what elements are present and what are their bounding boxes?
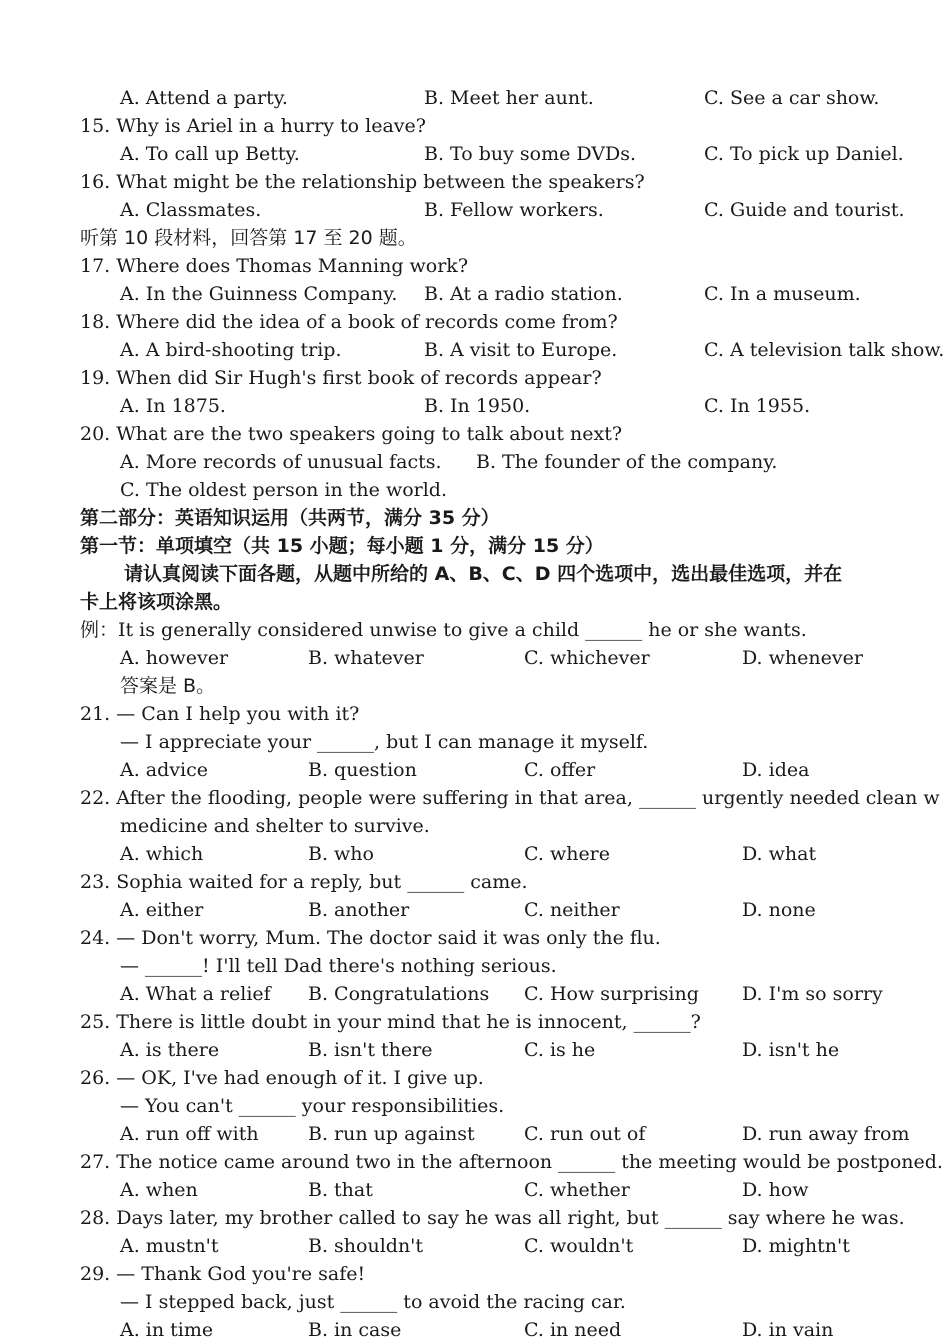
q23-options [0,896,950,924]
q27-option-b: B. that [308,1179,373,1201]
q26-option-c: C. run out of [524,1123,646,1145]
q17-option-c: C. In a museum. [704,283,861,305]
part-two-heading-text: 第二部分：英语知识运用（共两节，满分 35 分） [80,507,500,529]
q26-option-b: B. run up against [308,1123,475,1145]
q29-stem-2-text: — I stepped back, just ______ to avoid the racing car. [120,1291,626,1313]
q18-option-b: B. A visit to Europe. [424,339,618,361]
q15-options [0,140,950,168]
q14-options [0,84,950,112]
q26-option-d: D. run away from [742,1123,910,1145]
example-option-d: D. whenever [742,647,863,669]
q18-stem [0,308,950,336]
q22-options [0,840,950,868]
q21-stem-2-text: — I appreciate your ______, but I can manage it myself. [120,731,649,753]
section-one-instruction [0,560,950,588]
q22-stem-text: 22. After the flooding, people were suffering in that area, ______ urgently needed clean w [80,787,940,809]
q29-option-a: A. in time [120,1319,214,1341]
q29-option-d: D. in vain [742,1319,834,1341]
q23-option-a: A. either [120,899,204,921]
q29-stem [0,1260,950,1288]
q25-option-b: B. isn't there [308,1039,433,1061]
q20-options-ab [0,448,950,476]
example-stem [0,616,950,644]
q23-option-d: D. none [742,899,816,921]
q27-option-c: C. whether [524,1179,630,1201]
q23-option-b: B. another [308,899,410,921]
q14-option-b: B. Meet her aunt. [424,87,594,109]
section-one-instruction-cont [0,588,950,616]
q22-stem-2 [0,812,950,840]
q16-stem [0,168,950,196]
q19-stem-text: 19. When did Sir Hugh's first book of records appear? [80,367,602,389]
q29-stem-2 [0,1288,950,1316]
q14-option-c: C. See a car show. [704,87,880,109]
q15-stem [0,112,950,140]
q27-option-d: D. how [742,1179,809,1201]
q20-stem-text: 20. What are the two speakers going to talk about next? [80,423,623,445]
q15-option-b: B. To buy some DVDs. [424,143,637,165]
q29-stem-text: 29. — Thank God you're safe! [80,1263,366,1285]
q15-stem-text: 15. Why is Ariel in a hurry to leave? [80,115,426,137]
q20-option-a: A. More records of unusual facts. [120,451,442,473]
q24-stem-text: 24. — Don't worry, Mum. The doctor said it was only the flu. [80,927,661,949]
q21-stem-2 [0,728,950,756]
q16-stem-text: 16. What might be the relationship between the speakers? [80,171,645,193]
q15-option-a: A. To call up Betty. [120,143,300,165]
q24-stem [0,924,950,952]
q28-option-d: D. mightn't [742,1235,850,1257]
q21-stem [0,700,950,728]
q28-option-b: B. shouldn't [308,1235,424,1257]
q28-option-a: A. mustn't [120,1235,219,1257]
q18-stem-text: 18. Where did the idea of a book of records come from? [80,311,618,333]
example-option-c: C. whichever [524,647,650,669]
example-options [0,644,950,672]
q27-stem-text: 27. The notice came around two in the afternoon ______ the meeting would be postponed. [80,1151,943,1173]
q14-option-a: A. Attend a party. [120,87,288,109]
q25-stem-text: 25. There is little doubt in your mind that he is innocent, ______? [80,1011,701,1033]
q26-option-a: A. run off with [120,1123,259,1145]
q16-option-b: B. Fellow workers. [424,199,604,221]
q26-stem-2-text: — You can't ______ your responsibilities. [120,1095,505,1117]
example-stem-text: 例：It is generally considered unwise to give a child ______ he or she wants. [80,619,807,641]
q20-options-c [0,476,950,504]
q22-option-b: B. who [308,843,374,865]
material-10-instruction [0,224,950,252]
q22-option-c: C. where [524,843,611,865]
q19-option-c: C. In 1955. [704,395,811,417]
q24-option-a: A. What a relief [120,983,271,1005]
q24-option-d: D. I'm so sorry [742,983,883,1005]
q16-option-c: C. Guide and tourist. [704,199,905,221]
q19-option-b: B. In 1950. [424,395,531,417]
q26-stem [0,1064,950,1092]
q29-options [0,1316,950,1344]
section-one-instruction-cont-text: 卡上将该项涂黑。 [80,591,233,613]
q18-option-a: A. A bird-shooting trip. [120,339,342,361]
material-10-instruction-text: 听第 10 段材料，回答第 17 至 20 题。 [80,227,417,249]
q16-options [0,196,950,224]
q25-option-d: D. isn't he [742,1039,840,1061]
q19-options [0,392,950,420]
q26-stem-text: 26. — OK, I've had enough of it. I give up. [80,1067,484,1089]
q29-option-b: B. in case [308,1319,402,1341]
example-option-b: B. whatever [308,647,424,669]
q25-option-a: A. is there [120,1039,220,1061]
q25-options [0,1036,950,1064]
q25-option-c: C. is he [524,1039,596,1061]
q18-options [0,336,950,364]
example-answer-text: 答案是 B。 [120,675,216,697]
q27-option-a: A. when [120,1179,198,1201]
q19-option-a: A. In 1875. [120,395,226,417]
q21-option-c: C. offer [524,759,596,781]
section-one-heading [0,532,950,560]
q23-option-c: C. neither [524,899,620,921]
q24-options [0,980,950,1008]
q27-stem [0,1148,950,1176]
q22-stem-2-text: medicine and shelter to survive. [120,815,430,837]
q19-stem [0,364,950,392]
q24-stem-2 [0,952,950,980]
q24-option-c: C. How surprising [524,983,699,1005]
q21-option-b: B. question [308,759,417,781]
q29-option-c: C. in need [524,1319,622,1341]
q20-stem [0,420,950,448]
q22-option-a: A. which [120,843,204,865]
q17-option-b: B. At a radio station. [424,283,623,305]
q20-option-b: B. The founder of the company. [476,451,778,473]
q21-option-a: A. advice [120,759,208,781]
q22-option-d: D. what [742,843,817,865]
q16-option-a: A. Classmates. [120,199,262,221]
q21-option-d: D. idea [742,759,810,781]
q28-options [0,1232,950,1260]
section-one-heading-text: 第一节：单项填空（共 15 小题；每小题 1 分，满分 15 分） [80,535,604,557]
q23-stem-text: 23. Sophia waited for a reply, but ______ came. [80,871,528,893]
q27-options [0,1176,950,1204]
section-one-instruction-text: 请认真阅读下面各题，从题中所给的 A、B、C、D 四个选项中，选出最佳选项，并在 [124,563,843,585]
q25-stem [0,1008,950,1036]
q21-options [0,756,950,784]
example-option-a: A. however [120,647,229,669]
q20-option-c: C. The oldest person in the world. [120,479,448,501]
q28-stem-text: 28. Days later, my brother called to say he was all right, but ______ say where he was. [80,1207,905,1229]
part-two-heading [0,504,950,532]
q24-option-b: B. Congratulations [308,983,490,1005]
example-answer [0,672,950,700]
q17-option-a: A. In the Guinness Company. [120,283,398,305]
q17-stem-text: 17. Where does Thomas Manning work? [80,255,469,277]
q26-options [0,1120,950,1148]
q28-option-c: C. wouldn't [524,1235,634,1257]
q24-stem-2-text: — ______! I'll tell Dad there's nothing serious. [120,955,557,977]
q26-stem-2 [0,1092,950,1120]
q18-option-c: C. A television talk show. [704,339,945,361]
q22-stem [0,784,950,812]
q21-stem-text: 21. — Can I help you with it? [80,703,360,725]
q17-options [0,280,950,308]
q17-stem [0,252,950,280]
q15-option-c: C. To pick up Daniel. [704,143,904,165]
q28-stem [0,1204,950,1232]
q23-stem [0,868,950,896]
